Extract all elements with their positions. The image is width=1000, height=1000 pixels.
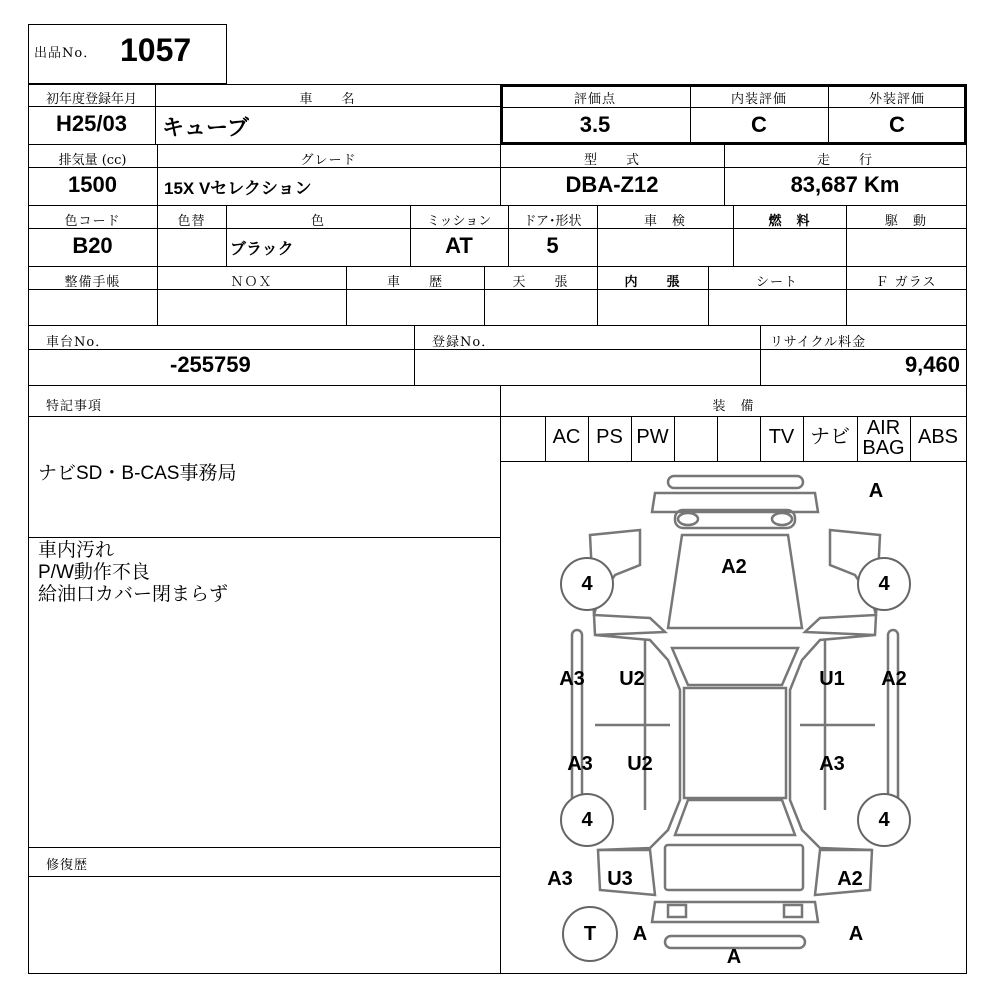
score-label: 評価点 — [573, 92, 616, 107]
displacement-label: 排気量 (cc) — [58, 153, 127, 168]
spare-tire: T — [562, 906, 618, 962]
damage-right-rear-door: A3 — [819, 753, 845, 775]
displacement-value: 1500 — [68, 172, 117, 197]
equipment-ps: PS — [596, 426, 623, 448]
door-label: ドア･形状 — [523, 214, 582, 229]
chassis-label: 車台No． — [46, 335, 110, 350]
damage-rear-right: A — [848, 923, 864, 945]
recycle-fee-value: 9,460 — [904, 352, 960, 377]
damage-left-rear-door: U2 — [627, 753, 653, 775]
interior-label: 内装評価 — [730, 92, 787, 107]
tire-right-front: 4 — [857, 557, 911, 611]
lot-number: 1057 — [120, 32, 192, 68]
mileage-value: 83,687 Km — [790, 172, 900, 197]
damage-right-rear-quarter: A2 — [837, 868, 863, 890]
damage-front-bumper: A — [868, 480, 884, 502]
score-value: 3.5 — [579, 112, 611, 137]
exterior-label: 外装評価 — [868, 92, 925, 107]
damage-left-rear-quarter: A3 — [547, 868, 573, 890]
color-code-value: B20 — [72, 233, 113, 258]
damage-right-front-door: U1 — [819, 668, 845, 690]
nox-label: ＮＯＸ — [230, 275, 273, 290]
remark-item: 車内汚れ — [38, 540, 115, 561]
reg-date-value: H25/03 — [56, 111, 127, 136]
car-name-value: キューブ — [162, 115, 249, 140]
grade-label: グレード — [300, 153, 357, 168]
damage-left-front-door: U2 — [619, 668, 645, 690]
tire-right-rear: 4 — [857, 793, 911, 847]
mileage-label: 走 行 — [816, 153, 873, 168]
damage-right-front-fender: A2 — [881, 668, 907, 690]
chassis-value: -255759 — [170, 352, 251, 377]
mission-label: ミッション — [426, 214, 492, 229]
damage-left-rear-door-panel: A3 — [567, 753, 593, 775]
car-name-label: 車 名 — [299, 92, 356, 107]
fuel-label: 燃 料 — [768, 214, 811, 229]
drive-label: 駆 動 — [884, 214, 927, 229]
equipment-ac: AC — [552, 426, 581, 448]
remark-item: P/W動作不良 — [38, 562, 150, 583]
front-glass-label: Ｆ ガラス — [875, 275, 937, 290]
reg-date-label: 初年度登録年月 — [45, 92, 137, 107]
repaint-label: 色替 — [177, 214, 206, 229]
exterior-value: C — [889, 112, 905, 137]
equipment-abs: ABS — [917, 426, 959, 448]
special-notes-text: ナビSD・B-CAS事務局 — [38, 463, 237, 484]
equipment-tv: TV — [768, 426, 795, 448]
damage-left-rear: U3 — [607, 868, 633, 890]
color-value: ブラック — [230, 241, 294, 258]
damage-rear-left: A — [632, 923, 648, 945]
color-label: 色 — [310, 214, 325, 229]
damage-rear-bumper: A — [726, 946, 742, 968]
recycle-fee-label: リサイクル料金 — [770, 335, 867, 350]
model-label: 型 式 — [583, 153, 640, 168]
inspection-label: 車 検 — [643, 214, 686, 229]
repair-history-label: 修復歴 — [46, 858, 89, 873]
equipment-airbag: AIR BAG — [862, 417, 905, 459]
vehicle-history-label: 車 歴 — [386, 275, 443, 290]
special-notes-label: 特記事項 — [46, 399, 103, 414]
interior-value: C — [751, 112, 767, 137]
equipment-label: 装 備 — [712, 399, 755, 414]
registration-label: 登録No． — [432, 335, 496, 350]
grade-value: 15X Vセレクション — [164, 179, 312, 198]
lot-label: 出品No． — [34, 46, 98, 61]
roof-lining-label: 天 張 — [512, 275, 569, 290]
damage-hood: A2 — [721, 556, 747, 578]
model-value: DBA-Z12 — [565, 172, 659, 197]
damage-left-front-fender: A3 — [559, 668, 585, 690]
equipment-navi: ナビ — [810, 426, 850, 448]
service-manual-label: 整備手帳 — [64, 275, 121, 290]
tire-left-rear: 4 — [560, 793, 614, 847]
remark-item: 給油口カバー閉まらず — [38, 584, 229, 605]
interior-trim-label: 内 張 — [624, 275, 681, 290]
mission-value: AT — [445, 233, 473, 258]
tire-left-front: 4 — [560, 557, 614, 611]
door-value: 5 — [546, 233, 559, 258]
color-code-label: 色コード — [64, 214, 121, 229]
equipment-pw: PW — [636, 426, 669, 448]
seat-label: シート — [755, 275, 798, 290]
